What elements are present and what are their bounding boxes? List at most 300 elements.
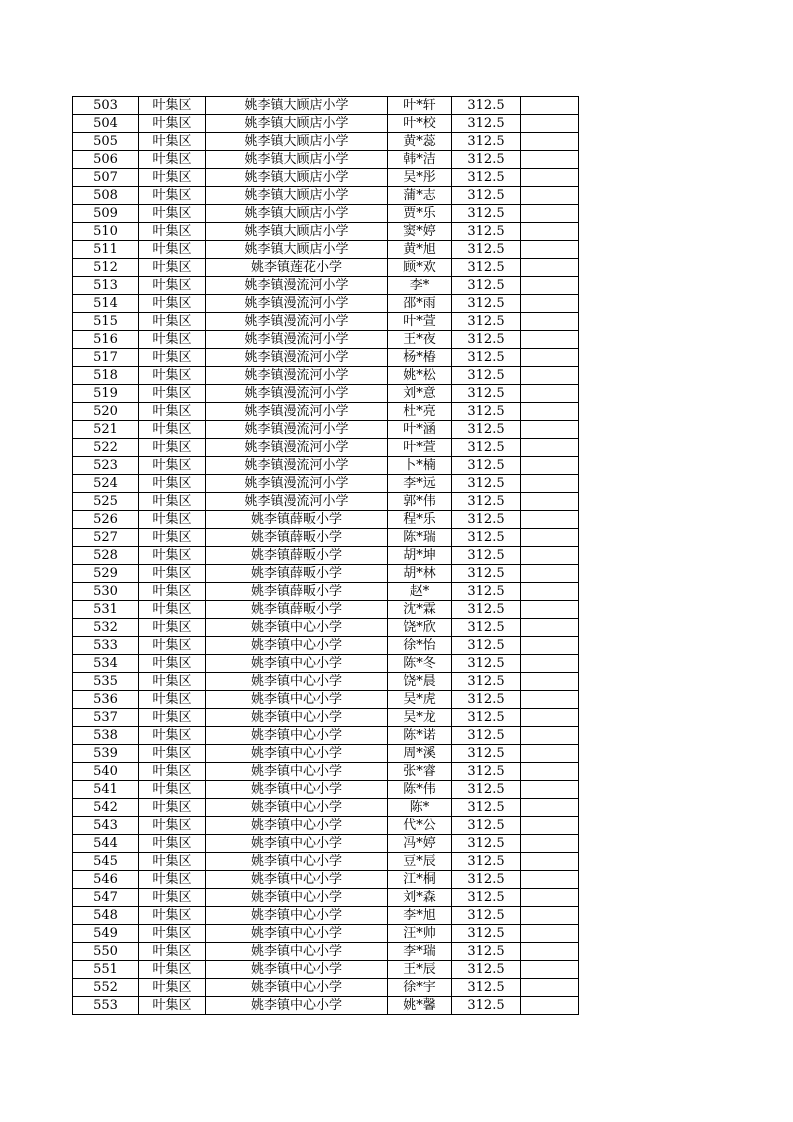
score-cell: 312.5: [452, 817, 521, 835]
remark-cell: [521, 205, 579, 223]
row-number-cell: 544: [73, 835, 139, 853]
remark-cell: [521, 835, 579, 853]
table-row: [73, 619, 579, 637]
score-cell: 312.5: [452, 529, 521, 547]
district-cell: 叶集区: [139, 637, 206, 655]
row-number-cell: 548: [73, 907, 139, 925]
table-row: [73, 925, 579, 943]
district-cell: 叶集区: [139, 115, 206, 133]
table-body: [73, 97, 579, 1015]
district-cell: 叶集区: [139, 763, 206, 781]
table-row: [73, 493, 579, 511]
remark-cell: [521, 331, 579, 349]
remark-cell: [521, 619, 579, 637]
score-cell: 312.5: [452, 637, 521, 655]
table-row: [73, 403, 579, 421]
remark-cell: [521, 979, 579, 997]
district-cell: 叶集区: [139, 403, 206, 421]
school-cell: 姚李镇大顾店小学: [206, 169, 388, 187]
score-cell: 312.5: [452, 403, 521, 421]
school-cell: 姚李镇大顾店小学: [206, 133, 388, 151]
district-cell: 叶集区: [139, 97, 206, 115]
school-cell: 姚李镇中心小学: [206, 907, 388, 925]
remark-cell: [521, 601, 579, 619]
row-number-cell: 536: [73, 691, 139, 709]
score-cell: 312.5: [452, 385, 521, 403]
remark-cell: [521, 817, 579, 835]
row-number-cell: 523: [73, 457, 139, 475]
school-cell: 姚李镇漫流河小学: [206, 331, 388, 349]
table-row: [73, 133, 579, 151]
score-cell: 312.5: [452, 457, 521, 475]
remark-cell: [521, 943, 579, 961]
student-name-cell: 卜*楠: [388, 457, 452, 475]
table-row: [73, 871, 579, 889]
school-cell: 姚李镇中心小学: [206, 673, 388, 691]
remark-cell: [521, 421, 579, 439]
district-cell: 叶集区: [139, 439, 206, 457]
student-name-cell: 陈*: [388, 799, 452, 817]
score-cell: 312.5: [452, 889, 521, 907]
student-name-cell: 陈*瑞: [388, 529, 452, 547]
score-cell: 312.5: [452, 169, 521, 187]
table-row: [73, 547, 579, 565]
table-row: [73, 223, 579, 241]
school-cell: 姚李镇薛畈小学: [206, 601, 388, 619]
table-row: [73, 565, 579, 583]
table-row: [73, 295, 579, 313]
score-cell: 312.5: [452, 925, 521, 943]
row-number-cell: 504: [73, 115, 139, 133]
district-cell: 叶集区: [139, 295, 206, 313]
school-cell: 姚李镇薛畈小学: [206, 511, 388, 529]
remark-cell: [521, 493, 579, 511]
table-row: [73, 97, 579, 115]
score-cell: 312.5: [452, 133, 521, 151]
student-name-cell: 徐*宇: [388, 979, 452, 997]
row-number-cell: 550: [73, 943, 139, 961]
district-cell: 叶集区: [139, 259, 206, 277]
score-cell: 312.5: [452, 691, 521, 709]
district-cell: 叶集区: [139, 889, 206, 907]
score-cell: 312.5: [452, 205, 521, 223]
table-row: [73, 673, 579, 691]
school-cell: 姚李镇薛畈小学: [206, 529, 388, 547]
remark-cell: [521, 727, 579, 745]
row-number-cell: 553: [73, 997, 139, 1015]
table-row: [73, 853, 579, 871]
student-name-cell: 豆*辰: [388, 853, 452, 871]
student-name-cell: 杨*椿: [388, 349, 452, 367]
district-cell: 叶集区: [139, 529, 206, 547]
student-name-cell: 饶*晨: [388, 673, 452, 691]
school-cell: 姚李镇大顾店小学: [206, 223, 388, 241]
student-name-cell: 杜*亮: [388, 403, 452, 421]
score-cell: 312.5: [452, 259, 521, 277]
student-name-cell: 吴*虎: [388, 691, 452, 709]
student-name-cell: 李*: [388, 277, 452, 295]
row-number-cell: 546: [73, 871, 139, 889]
student-name-cell: 饶*欣: [388, 619, 452, 637]
score-cell: 312.5: [452, 475, 521, 493]
row-number-cell: 531: [73, 601, 139, 619]
remark-cell: [521, 385, 579, 403]
table-row: [73, 529, 579, 547]
score-cell: 312.5: [452, 997, 521, 1015]
school-cell: 姚李镇中心小学: [206, 835, 388, 853]
remark-cell: [521, 439, 579, 457]
district-cell: 叶集区: [139, 277, 206, 295]
table-row: [73, 313, 579, 331]
row-number-cell: 538: [73, 727, 139, 745]
district-cell: 叶集区: [139, 961, 206, 979]
student-name-cell: 叶*校: [388, 115, 452, 133]
row-number-cell: 530: [73, 583, 139, 601]
remark-cell: [521, 583, 579, 601]
remark-cell: [521, 925, 579, 943]
remark-cell: [521, 277, 579, 295]
student-name-cell: 吴*彤: [388, 169, 452, 187]
district-cell: 叶集区: [139, 493, 206, 511]
table-row: [73, 745, 579, 763]
school-cell: 姚李镇中心小学: [206, 961, 388, 979]
score-cell: 312.5: [452, 295, 521, 313]
remark-cell: [521, 745, 579, 763]
score-cell: 312.5: [452, 187, 521, 205]
score-cell: 312.5: [452, 601, 521, 619]
row-number-cell: 513: [73, 277, 139, 295]
district-cell: 叶集区: [139, 223, 206, 241]
remark-cell: [521, 511, 579, 529]
score-cell: 312.5: [452, 673, 521, 691]
student-name-cell: 顾*欢: [388, 259, 452, 277]
school-cell: 姚李镇中心小学: [206, 943, 388, 961]
table-row: [73, 187, 579, 205]
table-row: [73, 349, 579, 367]
remark-cell: [521, 655, 579, 673]
row-number-cell: 515: [73, 313, 139, 331]
student-name-cell: 叶*涵: [388, 421, 452, 439]
student-name-cell: 陈*伟: [388, 781, 452, 799]
district-cell: 叶集区: [139, 151, 206, 169]
school-cell: 姚李镇漫流河小学: [206, 385, 388, 403]
row-number-cell: 547: [73, 889, 139, 907]
table-row: [73, 781, 579, 799]
district-cell: 叶集区: [139, 583, 206, 601]
district-cell: 叶集区: [139, 349, 206, 367]
score-cell: 312.5: [452, 799, 521, 817]
school-cell: 姚李镇中心小学: [206, 637, 388, 655]
student-name-cell: 江*桐: [388, 871, 452, 889]
student-name-cell: 陈*诺: [388, 727, 452, 745]
row-number-cell: 534: [73, 655, 139, 673]
remark-cell: [521, 151, 579, 169]
score-cell: 312.5: [452, 547, 521, 565]
district-cell: 叶集区: [139, 799, 206, 817]
district-cell: 叶集区: [139, 943, 206, 961]
remark-cell: [521, 367, 579, 385]
school-cell: 姚李镇中心小学: [206, 781, 388, 799]
score-cell: 312.5: [452, 349, 521, 367]
remark-cell: [521, 187, 579, 205]
district-cell: 叶集区: [139, 673, 206, 691]
school-cell: 姚李镇漫流河小学: [206, 457, 388, 475]
table-row: [73, 961, 579, 979]
remark-cell: [521, 457, 579, 475]
score-cell: 312.5: [452, 511, 521, 529]
student-name-cell: 叶*萱: [388, 439, 452, 457]
remark-cell: [521, 997, 579, 1015]
table-row: [73, 907, 579, 925]
district-cell: 叶集区: [139, 331, 206, 349]
table-row: [73, 637, 579, 655]
student-name-cell: 张*睿: [388, 763, 452, 781]
district-cell: 叶集区: [139, 385, 206, 403]
student-name-cell: 李*瑞: [388, 943, 452, 961]
district-cell: 叶集区: [139, 169, 206, 187]
table-row: [73, 835, 579, 853]
row-number-cell: 551: [73, 961, 139, 979]
remark-cell: [521, 295, 579, 313]
district-cell: 叶集区: [139, 313, 206, 331]
remark-cell: [521, 169, 579, 187]
district-cell: 叶集区: [139, 241, 206, 259]
school-cell: 姚李镇漫流河小学: [206, 403, 388, 421]
school-cell: 姚李镇漫流河小学: [206, 367, 388, 385]
student-name-cell: 叶*轩: [388, 97, 452, 115]
row-number-cell: 505: [73, 133, 139, 151]
student-name-cell: 贾*乐: [388, 205, 452, 223]
score-cell: 312.5: [452, 943, 521, 961]
remark-cell: [521, 709, 579, 727]
row-number-cell: 525: [73, 493, 139, 511]
row-number-cell: 545: [73, 853, 139, 871]
district-cell: 叶集区: [139, 871, 206, 889]
remark-cell: [521, 853, 579, 871]
student-name-cell: 徐*怡: [388, 637, 452, 655]
district-cell: 叶集区: [139, 205, 206, 223]
score-cell: 312.5: [452, 223, 521, 241]
table-row: [73, 727, 579, 745]
remark-cell: [521, 673, 579, 691]
row-number-cell: 519: [73, 385, 139, 403]
table-row: [73, 943, 579, 961]
school-cell: 姚李镇中心小学: [206, 763, 388, 781]
school-cell: 姚李镇漫流河小学: [206, 493, 388, 511]
school-cell: 姚李镇大顾店小学: [206, 115, 388, 133]
row-number-cell: 549: [73, 925, 139, 943]
remark-cell: [521, 349, 579, 367]
table-row: [73, 439, 579, 457]
score-cell: 312.5: [452, 619, 521, 637]
table-row: [73, 709, 579, 727]
row-number-cell: 540: [73, 763, 139, 781]
school-cell: 姚李镇中心小学: [206, 997, 388, 1015]
row-number-cell: 541: [73, 781, 139, 799]
row-number-cell: 506: [73, 151, 139, 169]
remark-cell: [521, 961, 579, 979]
row-number-cell: 537: [73, 709, 139, 727]
school-cell: 姚李镇中心小学: [206, 799, 388, 817]
remark-cell: [521, 691, 579, 709]
row-number-cell: 552: [73, 979, 139, 997]
row-number-cell: 517: [73, 349, 139, 367]
table-row: [73, 367, 579, 385]
table-row: [73, 277, 579, 295]
district-cell: 叶集区: [139, 547, 206, 565]
student-name-cell: 窦*婷: [388, 223, 452, 241]
row-number-cell: 511: [73, 241, 139, 259]
score-cell: 312.5: [452, 151, 521, 169]
district-cell: 叶集区: [139, 187, 206, 205]
table-row: [73, 511, 579, 529]
district-cell: 叶集区: [139, 655, 206, 673]
table-row: [73, 799, 579, 817]
remark-cell: [521, 259, 579, 277]
school-cell: 姚李镇漫流河小学: [206, 313, 388, 331]
table-row: [73, 979, 579, 997]
score-cell: 312.5: [452, 781, 521, 799]
district-cell: 叶集区: [139, 709, 206, 727]
student-name-cell: 黄*蕊: [388, 133, 452, 151]
table-row: [73, 241, 579, 259]
score-cell: 312.5: [452, 871, 521, 889]
score-cell: 312.5: [452, 727, 521, 745]
student-name-cell: 吴*龙: [388, 709, 452, 727]
row-number-cell: 510: [73, 223, 139, 241]
school-cell: 姚李镇大顾店小学: [206, 205, 388, 223]
score-cell: 312.5: [452, 745, 521, 763]
row-number-cell: 503: [73, 97, 139, 115]
remark-cell: [521, 763, 579, 781]
school-cell: 姚李镇薛畈小学: [206, 583, 388, 601]
row-number-cell: 514: [73, 295, 139, 313]
school-cell: 姚李镇漫流河小学: [206, 349, 388, 367]
student-name-cell: 蒲*志: [388, 187, 452, 205]
score-cell: 312.5: [452, 277, 521, 295]
score-cell: 312.5: [452, 493, 521, 511]
student-name-cell: 刘*森: [388, 889, 452, 907]
school-cell: 姚李镇中心小学: [206, 619, 388, 637]
remark-cell: [521, 475, 579, 493]
school-cell: 姚李镇中心小学: [206, 727, 388, 745]
score-cell: 312.5: [452, 421, 521, 439]
table-row: [73, 889, 579, 907]
table-row: [73, 457, 579, 475]
remark-cell: [521, 565, 579, 583]
table-row: [73, 259, 579, 277]
table-row: [73, 817, 579, 835]
row-number-cell: 527: [73, 529, 139, 547]
row-number-cell: 526: [73, 511, 139, 529]
score-cell: 312.5: [452, 979, 521, 997]
score-cell: 312.5: [452, 961, 521, 979]
student-name-cell: 姚*松: [388, 367, 452, 385]
table-row: [73, 151, 579, 169]
row-number-cell: 529: [73, 565, 139, 583]
remark-cell: [521, 871, 579, 889]
district-cell: 叶集区: [139, 925, 206, 943]
table-row: [73, 385, 579, 403]
district-cell: 叶集区: [139, 691, 206, 709]
district-cell: 叶集区: [139, 853, 206, 871]
remark-cell: [521, 241, 579, 259]
district-cell: 叶集区: [139, 781, 206, 799]
score-cell: 312.5: [452, 331, 521, 349]
district-cell: 叶集区: [139, 475, 206, 493]
remark-cell: [521, 889, 579, 907]
score-cell: 312.5: [452, 241, 521, 259]
school-cell: 姚李镇中心小学: [206, 871, 388, 889]
row-number-cell: 509: [73, 205, 139, 223]
row-number-cell: 522: [73, 439, 139, 457]
row-number-cell: 543: [73, 817, 139, 835]
school-cell: 姚李镇中心小学: [206, 655, 388, 673]
student-name-cell: 代*公: [388, 817, 452, 835]
score-table: [72, 96, 579, 1015]
row-number-cell: 539: [73, 745, 139, 763]
school-cell: 姚李镇大顾店小学: [206, 97, 388, 115]
school-cell: 姚李镇漫流河小学: [206, 277, 388, 295]
district-cell: 叶集区: [139, 421, 206, 439]
score-cell: 312.5: [452, 439, 521, 457]
student-name-cell: 沈*霖: [388, 601, 452, 619]
student-name-cell: 汪*帅: [388, 925, 452, 943]
school-cell: 姚李镇大顾店小学: [206, 151, 388, 169]
student-name-cell: 叶*萱: [388, 313, 452, 331]
remark-cell: [521, 403, 579, 421]
remark-cell: [521, 529, 579, 547]
score-cell: 312.5: [452, 97, 521, 115]
district-cell: 叶集区: [139, 835, 206, 853]
row-number-cell: 521: [73, 421, 139, 439]
remark-cell: [521, 907, 579, 925]
school-cell: 姚李镇中心小学: [206, 979, 388, 997]
district-cell: 叶集区: [139, 745, 206, 763]
student-name-cell: 程*乐: [388, 511, 452, 529]
student-name-cell: 李*旭: [388, 907, 452, 925]
student-name-cell: 冯*婷: [388, 835, 452, 853]
row-number-cell: 507: [73, 169, 139, 187]
table-row: [73, 475, 579, 493]
score-cell: 312.5: [452, 763, 521, 781]
table-row: [73, 115, 579, 133]
district-cell: 叶集区: [139, 511, 206, 529]
remark-cell: [521, 781, 579, 799]
school-cell: 姚李镇中心小学: [206, 925, 388, 943]
student-name-cell: 胡*林: [388, 565, 452, 583]
table-row: [73, 655, 579, 673]
row-number-cell: 542: [73, 799, 139, 817]
row-number-cell: 512: [73, 259, 139, 277]
school-cell: 姚李镇大顾店小学: [206, 187, 388, 205]
table-row: [73, 205, 579, 223]
district-cell: 叶集区: [139, 817, 206, 835]
table-row: [73, 691, 579, 709]
row-number-cell: 532: [73, 619, 139, 637]
school-cell: 姚李镇中心小学: [206, 889, 388, 907]
score-cell: 312.5: [452, 655, 521, 673]
district-cell: 叶集区: [139, 133, 206, 151]
district-cell: 叶集区: [139, 565, 206, 583]
score-cell: 312.5: [452, 853, 521, 871]
score-cell: 312.5: [452, 583, 521, 601]
student-name-cell: 姚*馨: [388, 997, 452, 1015]
remark-cell: [521, 547, 579, 565]
district-cell: 叶集区: [139, 367, 206, 385]
score-cell: 312.5: [452, 565, 521, 583]
row-number-cell: 516: [73, 331, 139, 349]
